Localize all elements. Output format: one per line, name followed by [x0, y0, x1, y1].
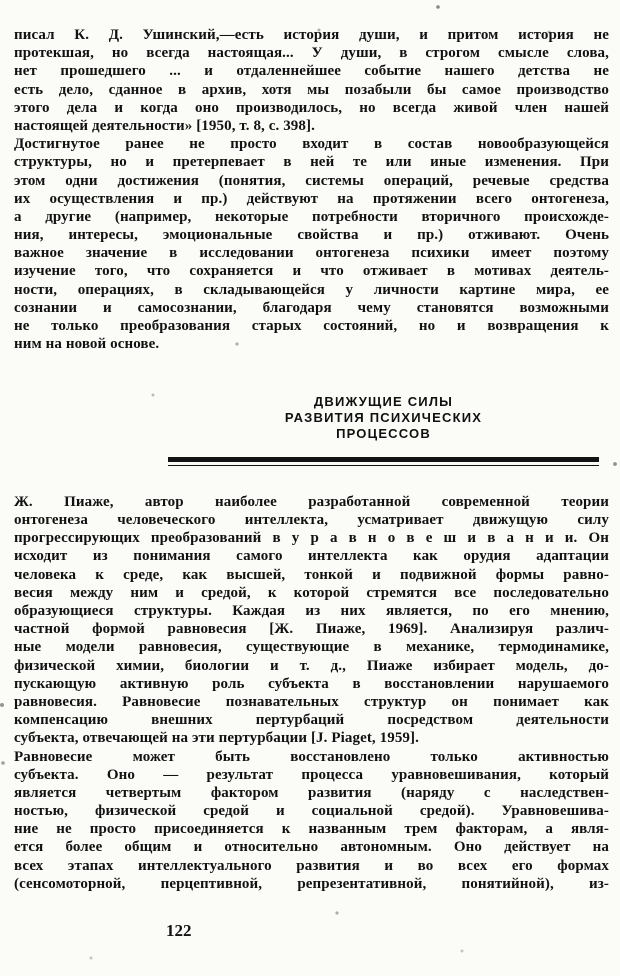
text-line: этом одни достижения (понятия, системы операций, речевые средства: [14, 172, 609, 189]
text-line: ним на новой основе.: [14, 336, 160, 353]
paragraph-dostignutoe: [14, 136, 609, 354]
text-line: прогрессирующих преобразований в у р а в н о в е ш и в а н и и. Он: [14, 530, 609, 547]
text-line: Равновесие может быть восстановлено только активностью: [14, 748, 609, 765]
text-line: ется более общим и относительно автономным. Оно действует на: [14, 839, 609, 856]
text-line: настоящей деятельности» [1950, т. 8, с. 398].: [14, 117, 315, 134]
text-line: всех этапах интеллектуального развития и во всех его формах: [14, 857, 609, 874]
text-line: структуры, но и претерпевает в ней те или иные изменения. При: [14, 154, 609, 171]
text-line: Ж. Пиаже, автор наиболее разработанной современной теории: [14, 493, 609, 510]
text-line: физической химии, биологии и т. д., Пиаже избирает модель, до-: [14, 657, 609, 674]
section-heading-line: ПРОЦЕССОВ: [336, 426, 431, 442]
text-line: не только преобразования старых состояний, но и возвращения к: [14, 318, 609, 334]
text-line: пускающую активную роль субъекта в восстановлении нарушаемого: [14, 675, 609, 692]
text-line: является четвертым фактором развития (наряду с наследствен-: [14, 784, 609, 801]
text-line: а другие (например, некоторые потребности вторичного происхожде-: [14, 208, 609, 225]
text-line: Достигнутое ранее не просто входит в состав новообразующейся: [14, 136, 609, 153]
text-line: ные модели равновесия, существующие в механике, термодинамике,: [14, 639, 609, 656]
text-line: онтогенеза человеческого интеллекта, усматривает движущую силу: [14, 512, 609, 529]
paragraph-piaget-theory: [14, 494, 609, 749]
text-line: есть дело, сданное в архив, хотя мы позабыли бы самое производство: [14, 81, 609, 98]
text-line: ности, операциях, в складывающейся у личности картине мира, ее: [14, 281, 609, 298]
text-line: ния, интересы, эмоциональные свойства и пр.) отживают. Очень: [14, 227, 609, 244]
text-line: нет прошедшего ... и отдаленнейшее событие нашего детства не: [14, 63, 609, 80]
text-line: (сенсомоторной, перцептивной, репрезентативной, понятийной), из-: [14, 875, 609, 892]
scan-noise-speckles: [0, 0, 2, 2]
text-line: весия между ним и средой, к которой стремятся все последовательно: [14, 584, 609, 601]
text-line: этого дела и когда оно производилось, но всегда живой член нашей: [14, 99, 609, 116]
text-line: ностью, физической средой и социальной средой). Уравновешива-: [14, 803, 609, 820]
text-line: сознании и самосознании, благодаря чему становятся возможными: [14, 299, 609, 316]
text-line: компенсацию внешних пертурбаций посредством деятельности: [14, 712, 609, 729]
text-line: образующиеся структуры. Каждая из них является, по его мнению,: [14, 603, 609, 619]
text-line: субъекта. Оно — результат процесса уравновешивания, который: [14, 766, 609, 783]
text-line: изучение того, что сохраняется и что отживает в мотивах деятель-: [14, 263, 609, 280]
text-line: субъекта, отвечающей на эти пертурбации [J. Piaget, 1959].: [14, 730, 419, 747]
text-line: ние не просто присоединяется к названным трем факторам, а явля-: [14, 821, 609, 838]
paragraph-ushinsky-quote: [14, 27, 609, 136]
text-line: протекшая, но всегда настоящая... У души, в строгом смысле слова,: [14, 45, 609, 62]
page-number: 122: [166, 921, 192, 940]
section-heading-line: РАЗВИТИЯ ПСИХИЧЕСКИХ: [284, 410, 483, 426]
text-line: их осуществления и пр.) действуют на протяжении всего онтогенеза,: [14, 190, 609, 207]
text-line: исходит из понимания самого интеллекта как орудия адаптации: [14, 548, 609, 565]
text-line: важное значение в исследовании онтогенеза психики имеет поэтому: [14, 245, 609, 262]
text-line: человека к среде, как высшей, тонкой и подвижной формы равно-: [14, 566, 609, 583]
section-heading-line: ДВИЖУЩИЕ СИЛЫ: [313, 394, 454, 410]
heading-double-rule: [168, 457, 599, 466]
section-heading: [168, 394, 599, 442]
text-line: писал К. Д. Ушинский,—есть история души, и притом история не: [14, 27, 609, 43]
paragraph-ravnovesie: [14, 749, 609, 895]
text-line: частной формой равновесия [Ж. Пиаже, 1969]. Анализируя различ-: [14, 621, 609, 638]
text-line: равновесия. Равновесие познавательных структур он понимает как: [14, 693, 609, 710]
